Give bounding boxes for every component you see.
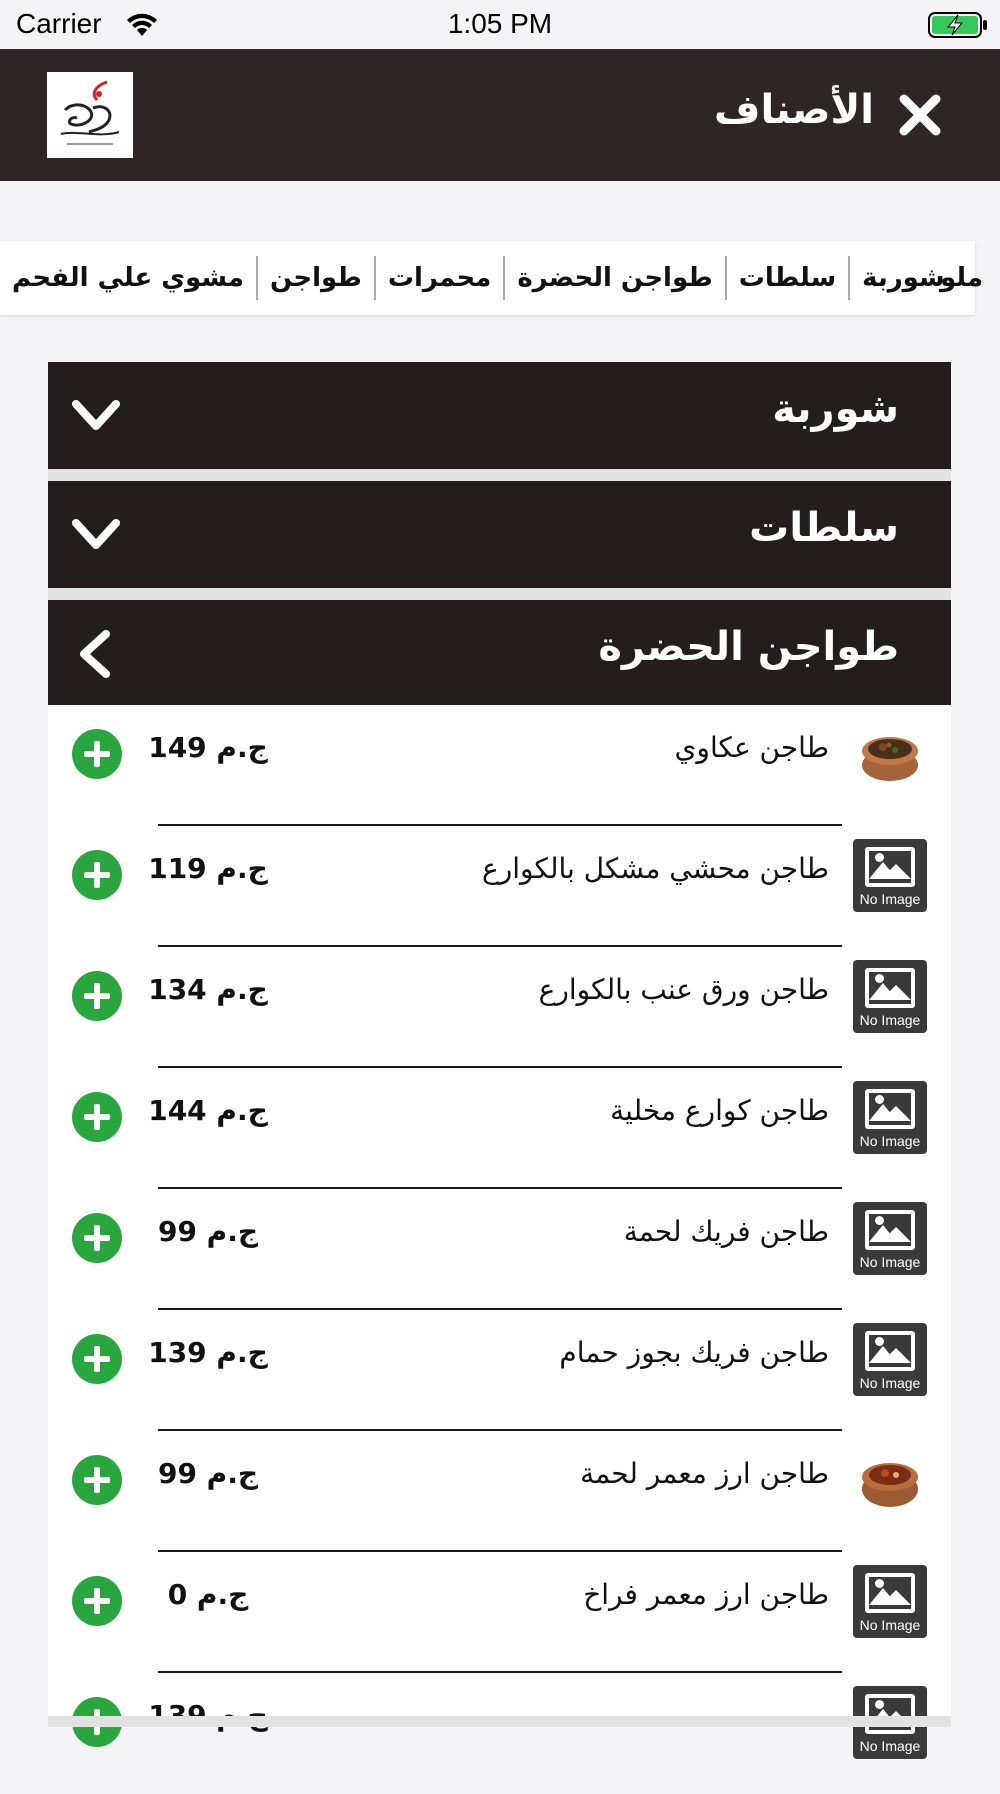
item-name: طاجن عكاوي — [674, 731, 829, 764]
list-item[interactable] — [48, 1552, 951, 1673]
list-item[interactable] — [48, 826, 951, 947]
menu-items-list[interactable] — [48, 705, 951, 1754]
item-price: ج.م 0 — [167, 1578, 249, 1611]
add-to-cart-button[interactable] — [72, 1092, 122, 1142]
add-to-cart-button[interactable] — [72, 1213, 122, 1263]
tab-soup[interactable]: شوربة — [848, 256, 956, 300]
category-header-salads[interactable] — [48, 481, 951, 588]
no-image-label: No Image — [859, 1012, 921, 1028]
add-to-cart-button[interactable] — [72, 850, 122, 900]
no-image-icon — [853, 1323, 927, 1396]
app-header — [0, 49, 1000, 181]
dish-thumbnail — [859, 1451, 921, 1509]
no-image-icon — [853, 839, 927, 912]
category-tab-strip[interactable] — [0, 241, 984, 315]
chevron-left-icon — [70, 628, 122, 680]
add-to-cart-button[interactable] — [72, 1455, 122, 1505]
item-price: ج.م 139 — [148, 1336, 268, 1369]
no-image-icon — [853, 1202, 927, 1275]
section-spacer — [48, 588, 951, 600]
tab-salads[interactable]: سلطات — [725, 256, 848, 300]
category-title: سلطات — [749, 505, 899, 551]
tab-tagines[interactable]: طواجن — [256, 256, 374, 300]
item-name: طاجن ورق عنب بالكوارع — [538, 973, 829, 1006]
no-image-label: No Image — [859, 1617, 921, 1633]
list-item[interactable] — [48, 947, 951, 1068]
tab-roasts[interactable]: محمرات — [374, 256, 503, 300]
no-image-icon — [853, 1081, 927, 1154]
add-to-cart-button[interactable] — [72, 1334, 122, 1384]
category-title: شوربة — [772, 386, 899, 432]
list-item[interactable] — [48, 1673, 951, 1794]
restaurant-logo — [47, 72, 133, 158]
tab-partial[interactable]: ملو — [940, 263, 984, 293]
add-to-cart-button[interactable] — [72, 1576, 122, 1626]
item-name: طاجن فريك بجوز حمام — [559, 1336, 829, 1369]
item-name: طاجن فريك لحمة — [623, 1215, 829, 1248]
battery-charging-icon — [928, 12, 988, 38]
item-name: طاجن كوارع مخلية — [610, 1094, 829, 1127]
dish-thumbnail — [859, 725, 921, 783]
no-image-label: No Image — [859, 1375, 921, 1391]
chevron-down-icon — [70, 390, 122, 442]
category-title: طواجن الحضرة — [598, 624, 899, 670]
item-price: ج.م 144 — [148, 1094, 268, 1127]
list-item[interactable] — [48, 1189, 951, 1310]
item-price: ج.م 119 — [148, 852, 268, 885]
no-image-label: No Image — [859, 891, 921, 907]
no-image-icon — [853, 960, 927, 1033]
list-item[interactable] — [48, 1310, 951, 1431]
item-price: ج.م 134 — [148, 973, 268, 1006]
page-title: الأصناف — [714, 87, 874, 133]
status-bar — [0, 0, 1000, 49]
no-image-icon — [853, 1565, 927, 1638]
close-icon[interactable] — [896, 91, 944, 139]
no-image-label: No Image — [859, 1738, 921, 1754]
chevron-down-icon — [70, 509, 122, 561]
category-header-soup[interactable] — [48, 362, 951, 469]
add-to-cart-button[interactable] — [72, 729, 122, 779]
item-price: ج.م 149 — [148, 731, 268, 764]
list-bottom-edge — [48, 1716, 951, 1727]
item-name: طاجن محشي مشكل بالكوارع — [482, 852, 829, 885]
category-header-hadra-tagines[interactable] — [48, 600, 951, 705]
clock-label: 1:05 PM — [447, 8, 553, 39]
carrier-label: Carrier — [16, 8, 102, 39]
tabs-row — [0, 241, 957, 315]
no-image-label: No Image — [859, 1133, 921, 1149]
add-to-cart-button[interactable] — [72, 971, 122, 1021]
tab-hadra-tagines[interactable]: طواجن الحضرة — [503, 256, 724, 300]
list-item[interactable] — [48, 705, 951, 826]
tab-charcoal-grill[interactable]: مشوي علي الفحم — [12, 263, 244, 293]
list-item[interactable] — [48, 1431, 951, 1552]
section-spacer — [48, 469, 951, 481]
list-item[interactable] — [48, 1068, 951, 1189]
item-name: طاجن ارز معمر لحمة — [580, 1457, 829, 1490]
no-image-label: No Image — [859, 1254, 921, 1270]
item-price: ج.م 99 — [157, 1215, 259, 1248]
item-name: طاجن ارز معمر فراخ — [583, 1578, 829, 1611]
item-price: ج.م 99 — [157, 1457, 259, 1490]
